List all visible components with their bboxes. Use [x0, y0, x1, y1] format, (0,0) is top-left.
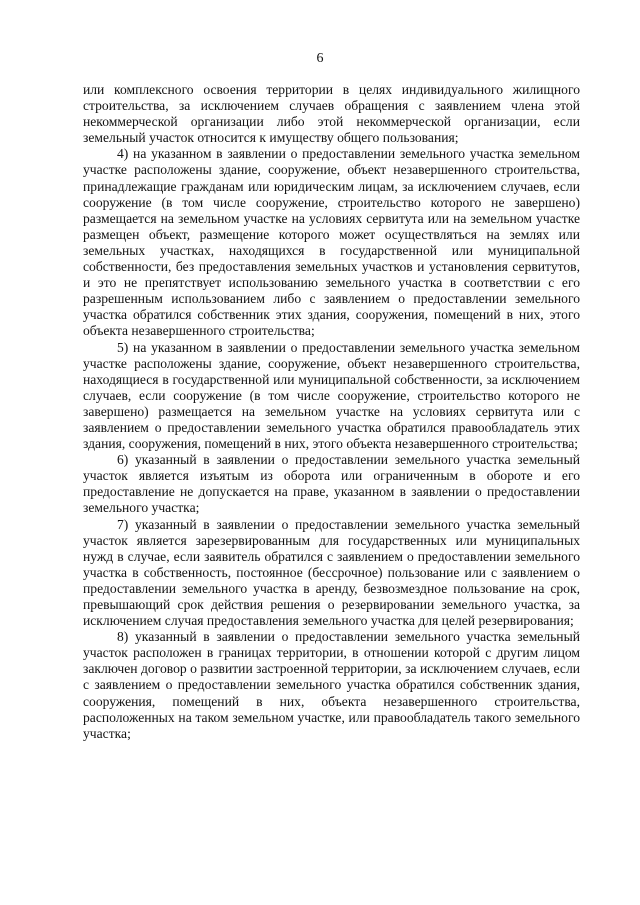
- paragraph-item-6: 6) указанный в заявлении о предоставлении земельного участка земельный участок является изъятым из оборота или ограниченным в обороте и его предоставление не допускается на праве, указанном в заявлении о предоставлении земельного участка;: [83, 452, 580, 516]
- page-number: 6: [316, 51, 324, 66]
- paragraph-item-5: 5) на указанном в заявлении о предоставлении земельного участка земельном участке расположены здание, сооружение, объект незавершенного строительства, находящиеся в государственной или муниципальной собственности, за исключением случаев, если сооружение (в том числе сооружение, строительство которого не завершено) размещается на земельном участке на условиях сервитута или с заявлением о предоставлении земельного участка обратился правообладатель этих здания, сооружения, помещений в них, этого объекта незавершенного строительства;: [83, 339, 580, 452]
- document-body: [83, 82, 580, 742]
- paragraph-item-8: 8) указанный в заявлении о предоставлении земельного участка земельный участок расположен в границах территории, в отношении которой с другим лицом заключен договор о развитии застроенной территории, за исключением случаев, если с заявлением о предоставлении земельного участка обратился собственник здания, сооружения, помещений в них, объекта незавершенного строительства, расположенных на таком земельном участке, или правообладатель такого земельного участка;: [83, 629, 580, 741]
- paragraph-item-7: 7) указанный в заявлении о предоставлении земельного участка земельный участок является зарезервированным для государственных или муниципальных нужд в случае, если заявитель обратился с заявлением о предоставлении земельного участка в собственность, постоянное (бессрочное) пользование или с заявлением о предоставлении земельного участка в аренду, безвозмездное пользование на срок, превышающий срок действия решения о резервировании земельного участка, за исключением случая предоставления земельного участка для целей резервирования;: [83, 516, 580, 629]
- paragraph-item-4: 4) на указанном в заявлении о предоставлении земельного участка земельном участке расположены здание, сооружение, объект незавершенного строительства, принадлежащие гражданам или юридическим лицам, за исключением случаев, если сооружение (в том числе сооружение, строительство которого не завершено) размещается на земельном участке на условиях сервитута или на земельном участке размещен объект, размещение которого может осуществляться на землях или земельных участках, находящихся в государственной или муниципальной собственности, без предоставления земельных участков и установления сервитутов, и это не препятствует использованию земельного участка в соответствии с его разрешенным использованием либо с заявлением о предоставлении земельного участка обратился собственник этих здания, сооружения, помещений в них, этого объекта незавершенного строительства;: [83, 146, 580, 339]
- paragraph-continuation: или комплексного освоения территории в целях индивидуального жилищного строительства, за исключением случаев обращения с заявлением члена этой некоммерческой организации либо этой некоммерческой организации, если земельный участок относится к имуществу общего пользования;: [83, 82, 580, 146]
